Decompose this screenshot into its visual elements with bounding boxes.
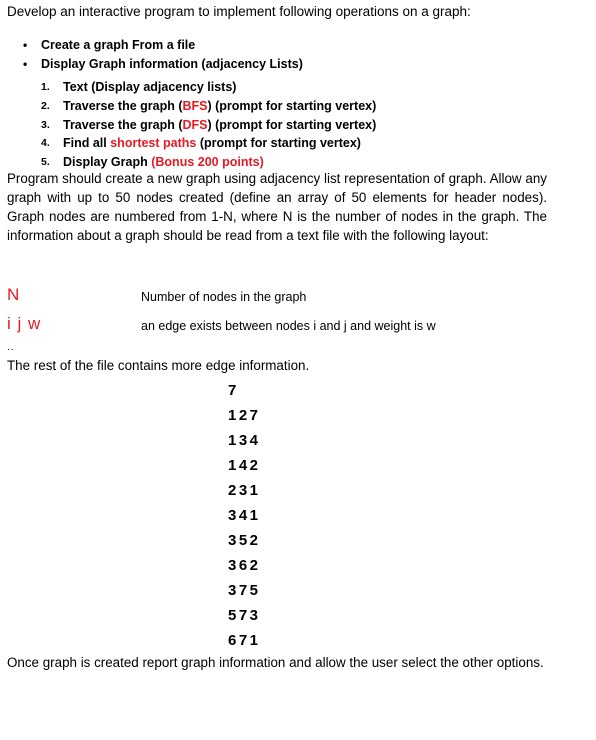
operation-number: 4. [41,137,50,150]
operation-label [63,97,376,116]
bullet-label: Create a graph From a file [41,38,196,52]
operation-text: Text (Display adjacency lists) [63,80,237,94]
operation-highlight: BFS [182,98,208,113]
file-line: 127 [228,407,261,424]
layout-ellipsis: .. [7,342,15,353]
operation-label [63,134,361,153]
operation-text-after: ) (prompt for starting vertex) [207,117,377,132]
description-paragraph: Program should create a new graph using adjacency list representation of graph. Allow any graph with up to 50 nodes created (define an array of 50 elements for header nodes). Graph nodes are numbered from 1-N, where N is the number of nodes in the graph. The information about a graph should be read from a text file with the following layout: [7,171,547,243]
operation-number: 1. [41,81,50,93]
bullet-dot-icon: • [23,57,28,71]
operation-text: Traverse the graph ( [63,117,183,132]
layout-n-description: Number of nodes in the graph [141,290,307,304]
closing-paragraph: Once graph is created report graph information and allow the user select the other options. [7,655,544,670]
operation-label [63,78,236,97]
layout-ijw-symbol: i j w [7,314,41,333]
operation-text: Display Graph [63,155,152,170]
file-line: 352 [228,532,261,549]
file-line: 134 [228,432,261,449]
operation-number: 3. [41,118,50,131]
bullet-dot-icon: • [23,38,28,52]
file-line: 341 [228,507,261,524]
file-line: 7 [228,382,239,399]
file-line: 231 [228,482,261,499]
operation-number: 5. [41,156,50,169]
file-line: 375 [228,582,261,599]
intro-text: Develop an interactive program to implement following operations on a graph: [7,4,471,19]
layout-ijw-description: an edge exists between nodes i and j and weight is w [141,319,436,333]
layout-rest-text: The rest of the file contains more edge information. [7,358,310,373]
file-line: 362 [228,557,261,574]
operation-highlight: shortest paths [110,136,197,151]
operation-text-after: (prompt for starting vertex) [196,136,361,151]
operation-text: Traverse the graph ( [63,98,183,113]
operation-text: Find all [63,136,111,151]
operation-highlight: (Bonus 200 points) [151,155,264,170]
bullet-label: Display Graph information (adjacency Lists) [41,57,303,71]
layout-n-symbol: N [7,285,20,304]
file-line: 573 [228,607,261,624]
file-line: 671 [228,632,261,649]
operation-text-after: ) (prompt for starting vertex) [207,98,377,113]
operation-highlight: DFS [182,117,208,132]
sample-file-contents [228,378,261,653]
operation-number: 2. [41,99,50,112]
file-line: 142 [228,457,261,474]
operation-label [63,116,376,135]
